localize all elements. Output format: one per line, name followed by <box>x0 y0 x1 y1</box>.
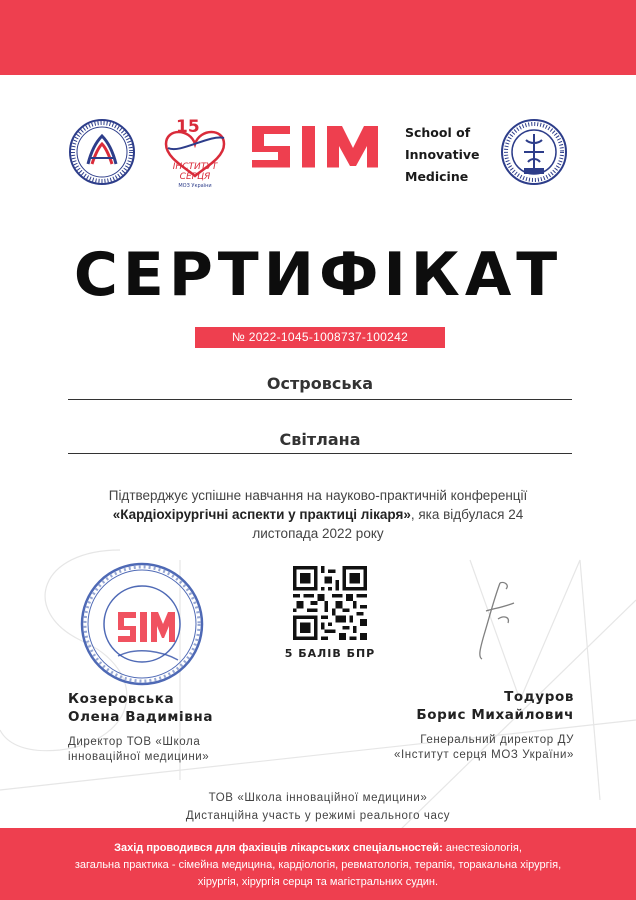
sim-text-line2: Innovative <box>405 147 480 162</box>
first-name-underline <box>68 453 572 454</box>
sim-text-line1: School of <box>405 125 471 140</box>
cme-points: 5 БАЛІВ БПР <box>284 647 376 660</box>
logos-row <box>0 110 636 200</box>
signer-left-surname: Козеровська <box>68 691 175 707</box>
signer-right-given-names: Борис Михайлович <box>416 707 574 723</box>
footer-line3: хірургія, хірургія серця та магістральних судин. <box>197 876 439 888</box>
signer-left-given-names: Олена Вадимівна <box>68 709 214 725</box>
description-part1: Підтверджує успішне навчання на науково-практичній конференції <box>108 488 528 503</box>
company-stamp-icon <box>78 560 206 688</box>
heart-institute-logo <box>160 114 230 190</box>
signer-left-role-line1: Директор ТОВ «Школа <box>68 736 201 748</box>
signature-image <box>470 575 530 665</box>
certificate-number: № 2022-1045-1008737-100242 <box>195 327 445 348</box>
description-part2: , яка відбулася 24 листопада 2022 року <box>252 507 524 541</box>
event-title: «Кардіохірургічні аспекти у практиці лікаря» <box>112 507 411 522</box>
signer-right-name <box>416 688 574 724</box>
organization-name: ТОВ «Школа інноваційної медицини» <box>208 792 428 804</box>
heart-logo-sub: МОЗ України <box>178 183 212 189</box>
footer-text1: анестезіологія, <box>442 842 522 854</box>
organization-info <box>0 789 636 825</box>
qr-code-icon <box>293 566 367 640</box>
heart-logo-line2: СЕРЦЯ <box>179 172 211 182</box>
heart-logo-line1: ІНСТИТУТ <box>172 162 218 172</box>
certificate-description <box>90 486 546 543</box>
signer-left-name <box>68 690 213 726</box>
signer-right-role <box>394 733 574 763</box>
university-seal-icon <box>500 118 568 186</box>
recipient-surname: Островська <box>266 374 374 393</box>
heart-logo-number: 15 <box>176 117 200 137</box>
signer-left-role <box>68 735 209 765</box>
signer-right-role-line1: Генеральний директор ДУ <box>420 734 574 746</box>
signer-right-role-line2: «Інститут серця МОЗ України» <box>394 749 574 761</box>
recipient-first-name: Світлана <box>279 430 361 449</box>
sim-logo-text <box>405 122 480 188</box>
top-red-band <box>0 0 636 75</box>
footer-line1 <box>0 840 636 857</box>
footer-line2: загальна практика - сімейна медицина, кардіологія, ревматологія, терапія, торакальна хірургія, <box>74 859 562 871</box>
certificate-title: СЕРТИФІКАТ <box>73 240 563 310</box>
participation-mode: Дистанційна участь у режимі реального часу <box>185 810 451 822</box>
sim-logo <box>250 120 390 176</box>
signer-left-role-line2: інноваційної медицини» <box>68 751 210 763</box>
sim-text-line3: Medicine <box>405 169 469 184</box>
signer-right-surname: Тодуров <box>504 689 574 705</box>
surname-underline <box>68 399 572 400</box>
association-seal-icon <box>68 118 136 186</box>
footer-band <box>0 828 636 900</box>
footer-lead: Захід проводився для фахівців лікарських спеціальностей: <box>114 842 443 854</box>
